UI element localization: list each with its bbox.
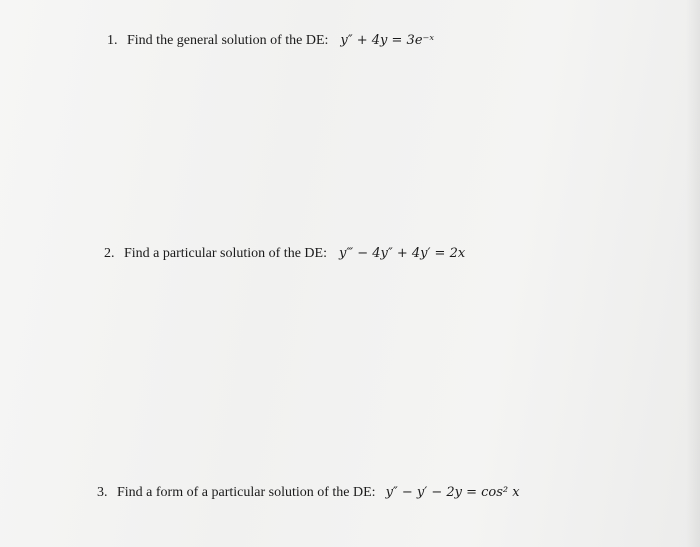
problem-text: Find a particular solution of the DE: (124, 246, 327, 261)
problem-2 (104, 246, 465, 262)
problem-number: 3. (97, 485, 108, 500)
problem-equation: y″ − y′ − 2y = cos² x (385, 485, 520, 500)
problem-text: Find a form of a particular solution of the DE: (117, 485, 376, 500)
problem-number: 2. (104, 246, 115, 261)
problem-number: 1. (107, 33, 118, 48)
problem-text: Find the general solution of the DE: (127, 33, 329, 48)
problem-equation: y‴ − 4y″ + 4y′ = 2x (338, 246, 466, 261)
problem-1 (107, 33, 434, 49)
problem-equation: y″ + 4y = 3e⁻ˣ (340, 33, 434, 48)
problem-3 (97, 485, 520, 501)
page-edge-shadow (686, 0, 700, 547)
